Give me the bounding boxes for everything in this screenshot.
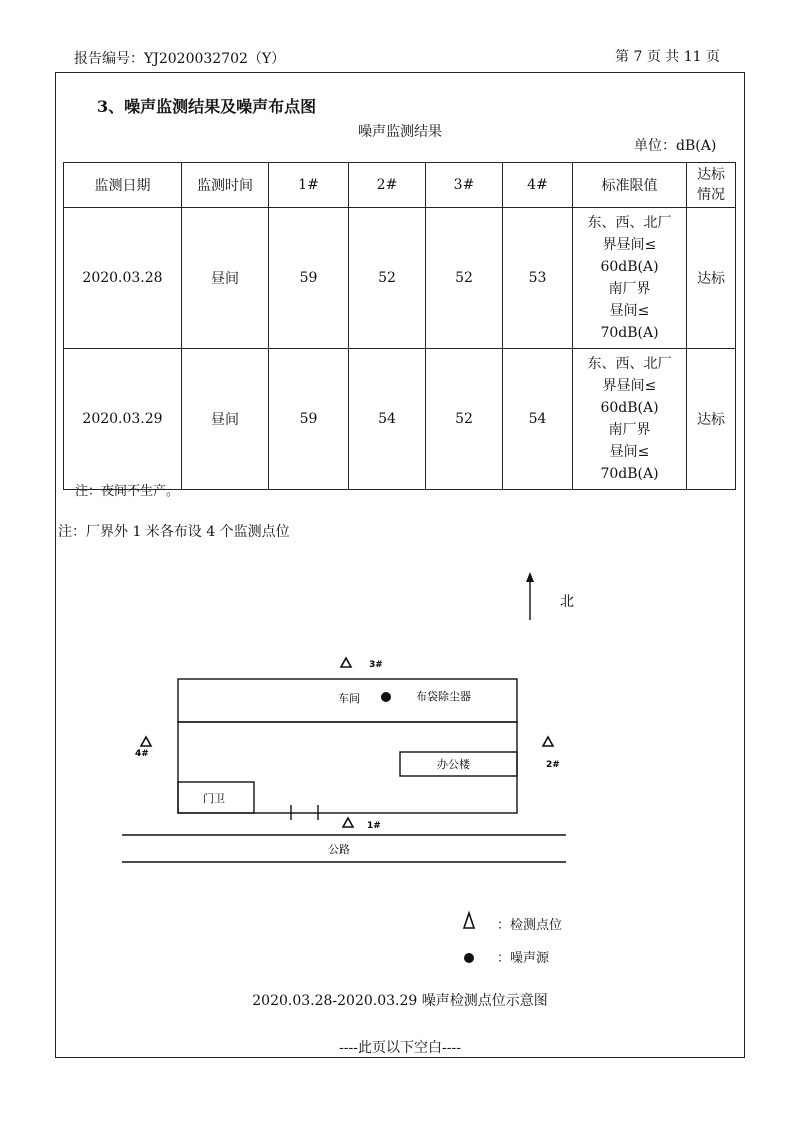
cell-point-4: 54 (503, 349, 573, 490)
cell-time: 昼间 (182, 349, 269, 490)
header-point-3: 3# (426, 163, 503, 208)
cell-time: 昼间 (182, 208, 269, 349)
header-compliance-line2: 情况 (697, 187, 725, 203)
legend-monitoring-point: ：检测点位 (497, 918, 563, 933)
table-title: 噪声监测结果 (358, 124, 442, 140)
monitoring-point-4-icon (141, 737, 151, 746)
monitoring-point-1-icon (343, 818, 353, 827)
cell-point-2: 54 (349, 349, 426, 490)
report-number: 报告编号：YJ2020032702（Y） (74, 51, 286, 67)
standard-line: 南厂界 (608, 281, 651, 297)
diagram-caption: 2020.03.28-2020.03.29 噪声检测点位示意图 (252, 993, 548, 1009)
office-label: 办公楼 (437, 758, 470, 771)
standard-line: 东、西、北厂 (587, 356, 672, 372)
point-1-label: 1# (367, 821, 381, 831)
point-2-label: 2# (546, 760, 560, 770)
header-standard: 标准限值 (573, 163, 687, 208)
dust-collector-label: 布袋除尘器 (416, 690, 471, 703)
cell-point-1: 59 (269, 349, 349, 490)
standard-line: 南厂界 (608, 422, 651, 438)
legend-noise-source: ：噪声源 (497, 951, 550, 966)
monitoring-point-2-icon (543, 737, 553, 746)
noise-source-icon (381, 692, 391, 702)
cell-standard (573, 349, 687, 490)
legend-dot-icon (464, 953, 474, 963)
cell-point-3: 52 (426, 208, 503, 349)
table-row (64, 349, 736, 490)
standard-line: 70dB(A) (600, 325, 659, 341)
blank-page-note: ----此页以下空白---- (339, 1040, 461, 1056)
point-4-label: 4# (135, 749, 149, 759)
workshop-label: 车间 (338, 692, 360, 705)
standard-line: 60dB(A) (600, 259, 659, 275)
cell-result: 达标 (687, 349, 736, 490)
point-3-label: 3# (369, 660, 383, 670)
table-header-row (64, 163, 736, 208)
table-row (64, 208, 736, 349)
north-arrow-head (526, 572, 534, 582)
table-unit: 单位：dB(A) (634, 138, 717, 154)
standard-line: 70dB(A) (600, 466, 659, 482)
cell-point-3: 52 (426, 349, 503, 490)
note-points: 注：厂界外 1 米各布设 4 个监测点位 (58, 524, 290, 540)
cell-date: 2020.03.28 (64, 208, 182, 349)
header-date: 监测日期 (64, 163, 182, 208)
guard-label: 门卫 (203, 792, 225, 805)
noise-results-table (63, 162, 736, 490)
north-label: 北 (560, 594, 574, 610)
cell-point-4: 53 (503, 208, 573, 349)
monitoring-point-3-icon (341, 658, 351, 667)
page-number: 第 7 页 共 11 页 (615, 49, 720, 65)
standard-line: 界昼间≤ (602, 237, 657, 253)
cell-date: 2020.03.29 (64, 349, 182, 490)
header-time: 监测时间 (182, 163, 269, 208)
standard-line: 昼间≤ (609, 444, 650, 460)
standard-line: 界昼间≤ (602, 378, 657, 394)
standard-line: 60dB(A) (600, 400, 659, 416)
cell-point-1: 59 (269, 208, 349, 349)
standard-line: 昼间≤ (609, 303, 650, 319)
road-label: 公路 (328, 843, 350, 856)
cell-standard (573, 208, 687, 349)
note-night: 注：夜间不生产。 (75, 484, 180, 499)
cell-point-2: 52 (349, 208, 426, 349)
header-point-4: 4# (503, 163, 573, 208)
header-compliance-line1: 达标 (697, 167, 725, 183)
header-compliance (687, 163, 736, 208)
standard-line: 东、西、北厂 (587, 215, 672, 231)
monitoring-layout-diagram (0, 560, 800, 980)
cell-result: 达标 (687, 208, 736, 349)
header-point-1: 1# (269, 163, 349, 208)
legend-triangle-icon (464, 913, 474, 928)
header-point-2: 2# (349, 163, 426, 208)
section-title: 3、噪声监测结果及噪声布点图 (97, 97, 317, 116)
